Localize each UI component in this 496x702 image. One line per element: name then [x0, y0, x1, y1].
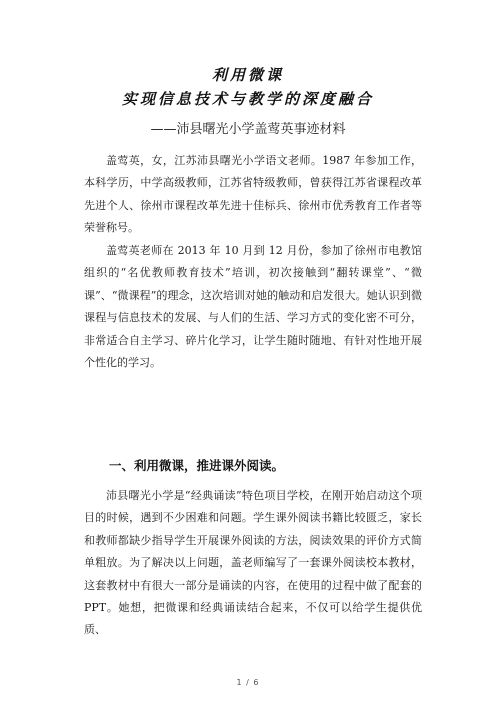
- paragraph-3-text: 沛县曙光小学是“经典诵读”特色项目学校，在刚开始启动这个项目的时候，遇到不少困难和问题。学生课外阅读书籍比较匮乏，家长和教师都缺少指导学生开展课外阅读的方法，阅读效果的评价方式简单粗放。为了解决以上问题，盖老师编写了一套课外阅读校本教材，这套教材中有很大一部分是诵读的内容，在使用的过程中做了配套的 PPT。她想，把微课和经典诵读结合起来，不仅可以给学生提供优质、: [84, 489, 422, 637]
- document-title-line2: 实现信息技术与教学的深度融合: [121, 90, 374, 108]
- paragraph-3: [84, 485, 422, 642]
- paragraph-2: [84, 240, 422, 374]
- document-title-line1: 利用微课: [211, 66, 284, 84]
- paragraph-1: [84, 150, 422, 240]
- paragraph-2-text: 盖莺英老师在 2013 年 10 月到 12 月份，参加了徐州市电教馆组织的“名优教师教育技术”培训，初次接触到“翻转课堂”、“微课”、“微课程”的理念，这次培训对她的触动和启发很大。她认识到微课程与信息技术的发展、与人们的生活、学习方式的变化密不可分，非常适合自主学习、碎片化学习，让学生随时随地、有针对性地开展个性化的学习。: [84, 244, 422, 370]
- section-heading-1: 一、利用微课，推进课外阅读。: [109, 458, 285, 473]
- document-subtitle: ——沛县曙光小学盖莺英事迹材料: [150, 122, 346, 137]
- paragraph-1-text: 盖莺英，女，江苏沛县曙光小学语文老师。1987 年参加工作，本科学历，中学高级教师，江苏省特级教师，曾获得江苏省课程改革先进个人、徐州市课程改革先进十佳标兵、徐州市优秀教育工作者等荣誉称号。: [84, 154, 422, 235]
- page-number: 1 / 6: [236, 678, 260, 687]
